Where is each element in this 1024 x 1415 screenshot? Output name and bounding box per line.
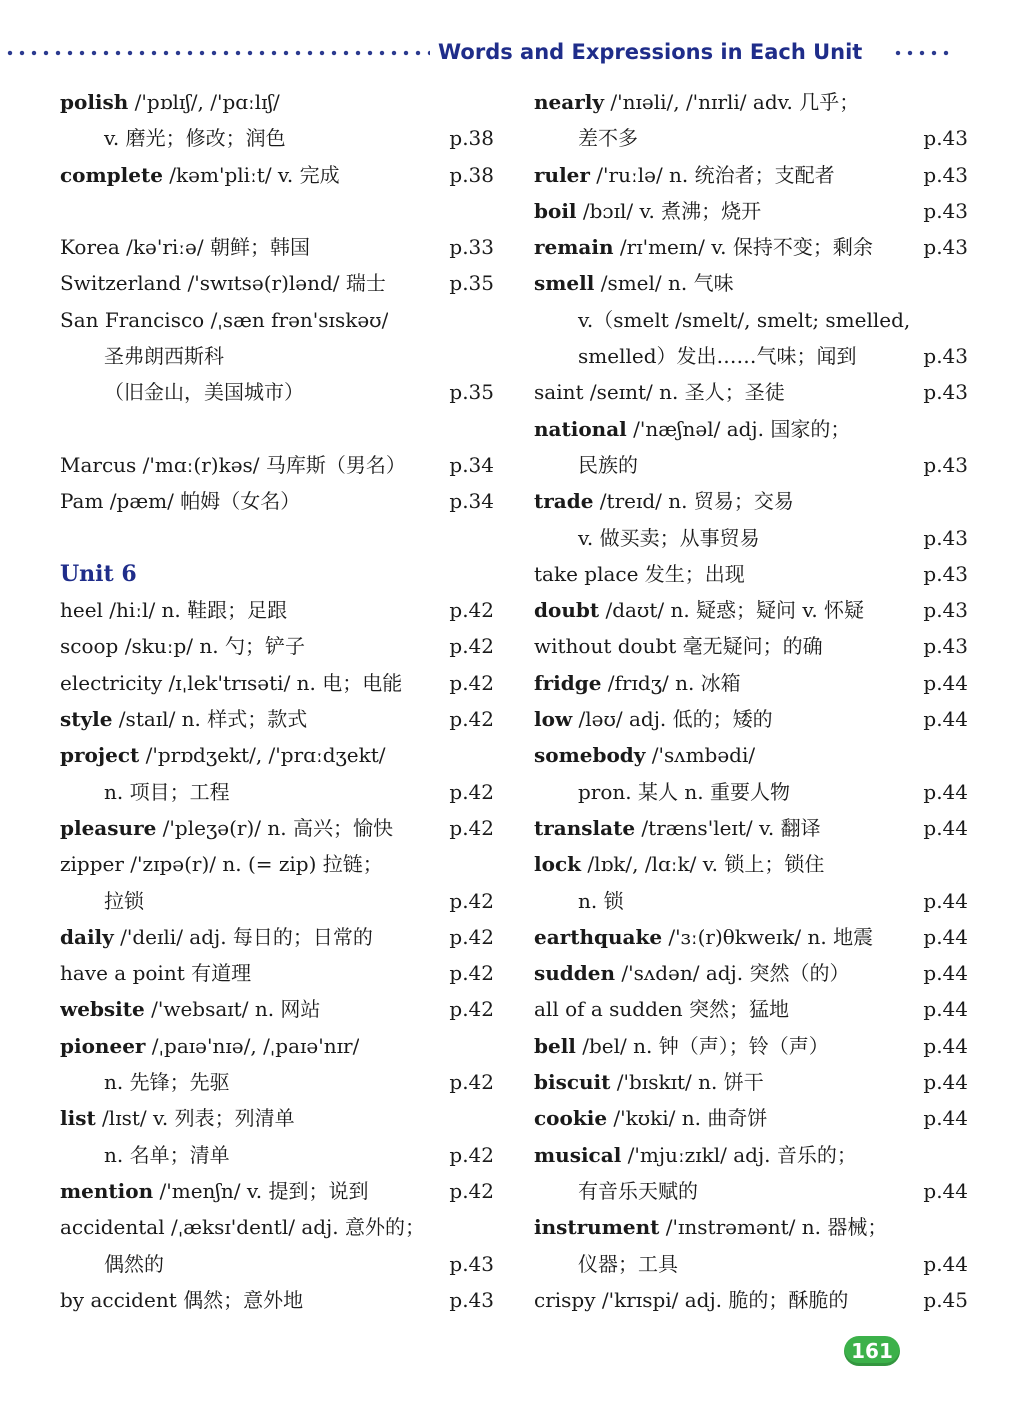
entry-text xyxy=(60,265,386,301)
page-reference: p.44 xyxy=(923,1033,968,1058)
entry-definition: 偶然的 xyxy=(104,1251,164,1276)
entry-text xyxy=(60,1173,368,1209)
page-reference: p.42 xyxy=(449,707,494,732)
glossary-line xyxy=(534,701,974,737)
page-reference: p.42 xyxy=(449,1142,494,1167)
glossary-line xyxy=(534,193,974,229)
entry-text xyxy=(534,120,638,156)
glossary-line xyxy=(60,774,500,810)
glossary-line xyxy=(534,1282,974,1318)
unit-heading xyxy=(60,556,500,592)
entry-text xyxy=(60,447,406,483)
glossary-line xyxy=(534,447,974,483)
entry-definition: Marcus /'mɑː(r)kəs/ 马库斯（男名） xyxy=(60,452,406,477)
entry-definition: without doubt 毫无疑问；的确 xyxy=(534,634,823,659)
entry-text xyxy=(60,955,251,991)
entry-text xyxy=(534,374,785,410)
glossary-line xyxy=(534,919,974,955)
entry-text xyxy=(534,265,734,301)
entry-definition: /frɪdʒ/ n. 冰箱 xyxy=(601,670,741,695)
glossary-line xyxy=(60,955,500,991)
glossary-line xyxy=(60,1246,500,1282)
entry-definition: /'pɒlɪʃ/, /'pɑːlɪʃ/ xyxy=(128,90,280,114)
page-header xyxy=(0,36,1024,68)
glossary-line xyxy=(534,556,974,592)
headword: translate xyxy=(534,815,636,840)
page-reference: p.43 xyxy=(923,235,968,260)
glossary-line xyxy=(60,665,500,701)
glossary-line xyxy=(534,955,974,991)
page-reference: p.42 xyxy=(449,888,494,913)
page-reference: p.42 xyxy=(449,670,494,695)
glossary-line xyxy=(60,628,500,664)
entry-text xyxy=(534,1137,857,1173)
glossary-line xyxy=(60,701,500,737)
entry-definition: v.（smelt /smelt/, smelt; smelled, xyxy=(578,307,911,332)
glossary-line xyxy=(534,1100,974,1136)
page-reference: p.44 xyxy=(923,1106,968,1131)
entry-definition: 民族的 xyxy=(578,452,638,477)
entry-text xyxy=(534,592,864,628)
glossary-line xyxy=(534,665,974,701)
glossary-line xyxy=(534,1137,974,1173)
entry-definition: crispy /'krɪspi/ adj. 脆的；酥脆的 xyxy=(534,1287,849,1312)
entry-text xyxy=(60,374,304,410)
glossary-line xyxy=(534,846,974,882)
entry-text xyxy=(60,556,137,592)
entry-definition: zipper /'zɪpə(r)/ n. (= zip) 拉链； xyxy=(60,852,383,877)
entry-definition: /'websaɪt/ n. 网站 xyxy=(144,997,321,1022)
entry-definition: have a point 有道理 xyxy=(60,961,252,986)
entry-text xyxy=(60,1137,230,1173)
headword: pioneer xyxy=(60,1033,146,1058)
headword: smell xyxy=(534,271,595,296)
entry-text xyxy=(534,1246,678,1282)
entry-definition: n. 项目；工程 xyxy=(104,779,230,804)
page-reference: p.44 xyxy=(923,707,968,732)
entry-definition: /'bɪskɪt/ n. 饼干 xyxy=(610,1070,764,1095)
page-reference: p.33 xyxy=(449,235,494,260)
glossary-line xyxy=(60,265,500,301)
entry-text xyxy=(534,955,849,991)
glossary-line xyxy=(60,1173,500,1209)
entry-text xyxy=(534,157,835,193)
entry-text xyxy=(534,883,624,919)
page-reference: p.43 xyxy=(923,162,968,187)
entry-text xyxy=(534,1028,829,1064)
page-reference: p.43 xyxy=(923,598,968,623)
glossary-line xyxy=(60,374,500,410)
page-reference: p.43 xyxy=(449,1251,494,1276)
entry-text xyxy=(60,1064,230,1100)
headword: doubt xyxy=(534,598,600,623)
entry-text xyxy=(534,447,638,483)
entry-text xyxy=(534,338,857,374)
entry-text xyxy=(534,229,873,265)
page-reference: p.43 xyxy=(923,198,968,223)
spacer xyxy=(60,411,500,447)
glossary-line xyxy=(534,1028,974,1064)
entry-definition: /'næʃnəl/ adj. 国家的； xyxy=(626,416,851,441)
entry-definition: /ləʊ/ adj. 低的；矮的 xyxy=(572,707,773,732)
entry-definition: /'pleʒə(r)/ n. 高兴；愉快 xyxy=(156,815,393,840)
entry-text xyxy=(60,229,310,265)
entry-text xyxy=(534,737,755,773)
page-reference: p.44 xyxy=(923,815,968,840)
glossary-line xyxy=(534,157,974,193)
entry-text xyxy=(60,483,300,519)
page-reference: p.34 xyxy=(449,452,494,477)
glossary-line xyxy=(534,265,974,301)
headword: project xyxy=(60,743,140,768)
entry-text xyxy=(60,1028,359,1064)
entry-text xyxy=(60,628,305,664)
entry-definition: n. 锁 xyxy=(578,888,624,913)
spacer xyxy=(60,520,500,556)
headword: polish xyxy=(60,90,129,114)
glossary-line xyxy=(60,737,500,773)
left-column xyxy=(60,84,500,1318)
entry-definition: take place 发生；出现 xyxy=(534,561,745,586)
glossary-line xyxy=(534,628,974,664)
entry-definition: v. 做买卖；从事贸易 xyxy=(578,525,760,550)
entry-definition: /'sʌmbədi/ xyxy=(645,743,756,768)
headword: sudden xyxy=(534,961,616,986)
page-reference: p.42 xyxy=(449,961,494,986)
headword: cookie xyxy=(534,1106,608,1131)
entry-text xyxy=(534,1100,767,1136)
entry-definition: 圣弗朗西斯科 xyxy=(104,344,224,369)
entry-definition: /træns'leɪt/ v. 翻译 xyxy=(635,815,821,840)
page-reference: p.43 xyxy=(923,452,968,477)
entry-text xyxy=(534,84,859,120)
entry-text xyxy=(60,302,388,338)
entry-definition: pron. 某人 n. 重要人物 xyxy=(578,779,790,804)
glossary-line xyxy=(60,1137,500,1173)
headword: trade xyxy=(534,489,594,514)
entry-definition: Korea /kə'riːə/ 朝鲜；韩国 xyxy=(60,235,310,260)
entry-text xyxy=(60,1282,303,1318)
entry-definition: 有音乐天赋的 xyxy=(578,1178,698,1203)
headword: earthquake xyxy=(534,924,663,949)
headword: website xyxy=(60,997,145,1022)
entry-definition: scoop /skuːp/ n. 勺；铲子 xyxy=(60,634,305,659)
entry-definition: Pam /pæm/ 帕姆（女名） xyxy=(60,489,301,514)
page-reference: p.44 xyxy=(923,888,968,913)
headword: mention xyxy=(60,1178,154,1203)
page-reference: p.42 xyxy=(449,924,494,949)
entry-text xyxy=(60,919,373,955)
entry-definition: /'ɜː(r)θkweɪk/ n. 地震 xyxy=(662,924,874,949)
glossary-line xyxy=(60,919,500,955)
entry-text xyxy=(60,810,393,846)
page-reference: p.42 xyxy=(449,815,494,840)
page-reference: p.44 xyxy=(923,1251,968,1276)
dotted-rule-left xyxy=(4,50,430,56)
glossary-line xyxy=(534,338,974,374)
page-reference: p.42 xyxy=(449,1178,494,1203)
entry-definition: /'menʃn/ v. 提到；说到 xyxy=(153,1178,369,1203)
glossary-line xyxy=(60,846,500,882)
glossary-line xyxy=(60,1209,500,1245)
glossary-line xyxy=(534,520,974,556)
glossary-line xyxy=(534,991,974,1027)
entry-definition: 仪器；工具 xyxy=(578,1251,678,1276)
entry-text xyxy=(534,1064,764,1100)
entry-definition: /'kʊki/ n. 曲奇饼 xyxy=(607,1106,768,1131)
glossary-line xyxy=(534,1246,974,1282)
headword: list xyxy=(60,1106,96,1131)
entry-text xyxy=(60,120,286,156)
headword: pleasure xyxy=(60,815,157,840)
entry-definition: Unit 6 xyxy=(60,560,137,587)
entry-text xyxy=(60,774,230,810)
entry-text xyxy=(534,556,745,592)
headword: bell xyxy=(534,1033,576,1058)
entry-text xyxy=(534,1209,887,1245)
entry-definition: v. 磨光；修改；润色 xyxy=(104,126,286,151)
glossary-line xyxy=(60,229,500,265)
entry-definition: by accident 偶然；意外地 xyxy=(60,1287,304,1312)
entry-text xyxy=(60,1100,295,1136)
glossary-line xyxy=(60,810,500,846)
page-reference: p.42 xyxy=(449,634,494,659)
entry-definition: /'mjuːzɪkl/ adj. 音乐的； xyxy=(621,1142,857,1167)
entry-definition: n. 名单；清单 xyxy=(104,1142,230,1167)
glossary-line xyxy=(60,447,500,483)
page-reference: p.38 xyxy=(449,162,494,187)
page-reference: p.44 xyxy=(923,961,968,986)
headword: nearly xyxy=(534,90,604,114)
entry-definition: /ˌpaɪə'nɪə/, /ˌpaɪə'nɪr/ xyxy=(145,1033,360,1058)
page-reference: p.42 xyxy=(449,1070,494,1095)
page-reference: p.44 xyxy=(923,1178,968,1203)
entry-definition: electricity /ɪˌlek'trɪsəti/ n. 电；电能 xyxy=(60,670,403,695)
entry-text xyxy=(534,520,760,556)
entry-text xyxy=(60,157,340,193)
glossary-line xyxy=(60,1100,500,1136)
glossary-line xyxy=(60,883,500,919)
entry-text xyxy=(60,991,320,1027)
glossary-line xyxy=(60,991,500,1027)
entry-definition: 拉锁 xyxy=(104,888,144,913)
glossary-line xyxy=(60,592,500,628)
entry-definition: /staɪl/ n. 样式；款式 xyxy=(112,707,308,732)
glossary-line xyxy=(534,1064,974,1100)
page-reference: p.35 xyxy=(449,380,494,405)
headword: low xyxy=(534,707,573,732)
entry-text xyxy=(534,1173,698,1209)
page-reference: p.44 xyxy=(923,670,968,695)
entry-text xyxy=(534,628,823,664)
entry-text xyxy=(60,737,386,773)
page-reference: p.43 xyxy=(923,126,968,151)
entry-definition: heel /hiːl/ n. 鞋跟；足跟 xyxy=(60,598,288,623)
entry-text xyxy=(534,991,789,1027)
entry-text xyxy=(60,665,402,701)
entry-definition: /smel/ n. 气味 xyxy=(594,271,734,296)
page-reference: p.44 xyxy=(923,779,968,804)
headword: ruler xyxy=(534,162,590,187)
entry-text xyxy=(534,483,794,519)
entry-text xyxy=(534,774,790,810)
page-reference: p.43 xyxy=(923,344,968,369)
entry-definition: /lɪst/ v. 列表；列清单 xyxy=(95,1106,295,1131)
glossary-line xyxy=(534,302,974,338)
entry-text xyxy=(534,701,773,737)
glossary-line xyxy=(60,1282,500,1318)
glossary-line xyxy=(534,774,974,810)
page-reference: p.43 xyxy=(923,561,968,586)
glossary-line xyxy=(534,411,974,447)
entry-definition: （旧金山，美国城市） xyxy=(104,380,304,405)
entry-text xyxy=(60,1246,164,1282)
right-column xyxy=(534,84,974,1318)
page-reference: p.43 xyxy=(923,634,968,659)
glossary-line xyxy=(534,1173,974,1209)
glossary-line xyxy=(534,229,974,265)
entry-definition: accidental /ˌæksɪ'dentl/ adj. 意外的； xyxy=(60,1215,425,1240)
glossary-line xyxy=(534,883,974,919)
headword: boil xyxy=(534,198,577,223)
page-reference: p.44 xyxy=(923,1070,968,1095)
entry-definition: n. 先锋；先驱 xyxy=(104,1070,230,1095)
glossary-line xyxy=(60,120,500,156)
headword: complete xyxy=(60,162,163,187)
glossary-line xyxy=(60,483,500,519)
entry-definition: all of a sudden 突然；猛地 xyxy=(534,997,789,1022)
entry-definition: /daʊt/ n. 疑惑；疑问 v. 怀疑 xyxy=(599,598,865,623)
glossary-line xyxy=(60,84,500,120)
entry-text xyxy=(534,1282,848,1318)
entry-text xyxy=(60,1209,425,1245)
entry-text xyxy=(534,846,824,882)
glossary-line xyxy=(534,84,974,120)
dotted-rule-right xyxy=(892,50,952,56)
page-reference: p.44 xyxy=(923,924,968,949)
headword: remain xyxy=(534,235,614,260)
page-reference: p.38 xyxy=(449,126,494,151)
entry-text xyxy=(534,411,850,447)
headword: musical xyxy=(534,1142,622,1167)
page-number-badge: 161 xyxy=(844,1336,900,1366)
entry-definition: /bel/ n. 钟（声）；铃（声） xyxy=(575,1033,829,1058)
entry-text xyxy=(60,592,287,628)
headword: daily xyxy=(60,924,114,949)
entry-definition: /'sʌdən/ adj. 突然（的） xyxy=(615,961,850,986)
entry-definition: Switzerland /'swɪtsə(r)lənd/ 瑞士 xyxy=(60,271,386,296)
header-title: Words and Expressions in Each Unit xyxy=(438,40,863,64)
glossary-line xyxy=(534,374,974,410)
glossary-line xyxy=(534,592,974,628)
page-reference: p.42 xyxy=(449,779,494,804)
glossary-line xyxy=(534,810,974,846)
glossary-line xyxy=(60,302,500,338)
entry-text xyxy=(60,84,280,120)
glossary-line xyxy=(534,120,974,156)
glossary-line xyxy=(60,157,500,193)
page-reference: p.42 xyxy=(449,997,494,1022)
headword: style xyxy=(60,707,113,732)
entry-text xyxy=(60,846,383,882)
entry-definition: /rɪ'meɪn/ v. 保持不变；剩余 xyxy=(613,235,873,260)
entry-definition: /'ɪnstrəmənt/ n. 器械； xyxy=(659,1215,888,1240)
page-reference: p.45 xyxy=(923,1287,968,1312)
glossary-line xyxy=(60,1064,500,1100)
entry-definition: /'prɒdʒekt/, /'prɑːdʒekt/ xyxy=(139,743,386,768)
spacer xyxy=(60,193,500,229)
entry-definition: 差不多 xyxy=(578,126,638,151)
headword: fridge xyxy=(534,670,602,695)
headword: lock xyxy=(534,852,581,877)
page-reference: p.43 xyxy=(923,525,968,550)
headword: biscuit xyxy=(534,1070,611,1095)
headword: somebody xyxy=(534,743,646,768)
entry-definition: /'ruːlə/ n. 统治者；支配者 xyxy=(589,162,835,187)
page-reference: p.34 xyxy=(449,489,494,514)
entry-definition: San Francisco /ˌsæn frən'sɪskəʊ/ xyxy=(60,307,389,332)
glossary-line xyxy=(534,737,974,773)
page-reference: p.44 xyxy=(923,997,968,1022)
glossary-line xyxy=(60,338,500,374)
headword: national xyxy=(534,416,627,441)
entry-definition: /'nɪəli/, /'nɪrli/ adv. 几乎； xyxy=(603,90,860,114)
entry-text xyxy=(534,302,910,338)
glossary-line xyxy=(534,483,974,519)
entry-definition: smelled）发出……气味；闻到 xyxy=(578,344,857,369)
entry-text xyxy=(60,338,224,374)
entry-definition: /kəm'pliːt/ v. 完成 xyxy=(162,162,340,187)
page-reference: p.43 xyxy=(449,1287,494,1312)
headword: instrument xyxy=(534,1215,660,1240)
glossary-line xyxy=(534,1209,974,1245)
entry-definition: saint /seɪnt/ n. 圣人；圣徒 xyxy=(534,380,785,405)
entry-definition: /treɪd/ n. 贸易；交易 xyxy=(593,489,794,514)
entry-text xyxy=(534,919,873,955)
entry-definition: /lɒk/, /lɑːk/ v. 锁上；锁住 xyxy=(580,852,825,877)
page-reference: p.35 xyxy=(449,271,494,296)
page-reference: p.43 xyxy=(923,380,968,405)
entry-text xyxy=(534,810,821,846)
entry-definition: /'deɪli/ adj. 每日的；日常的 xyxy=(113,924,373,949)
glossary-line xyxy=(60,1028,500,1064)
entry-text xyxy=(60,701,307,737)
page-reference: p.42 xyxy=(449,598,494,623)
entry-text xyxy=(60,883,144,919)
entry-text xyxy=(534,665,741,701)
entry-text xyxy=(534,193,761,229)
entry-definition: /bɔɪl/ v. 煮沸；烧开 xyxy=(576,198,762,223)
